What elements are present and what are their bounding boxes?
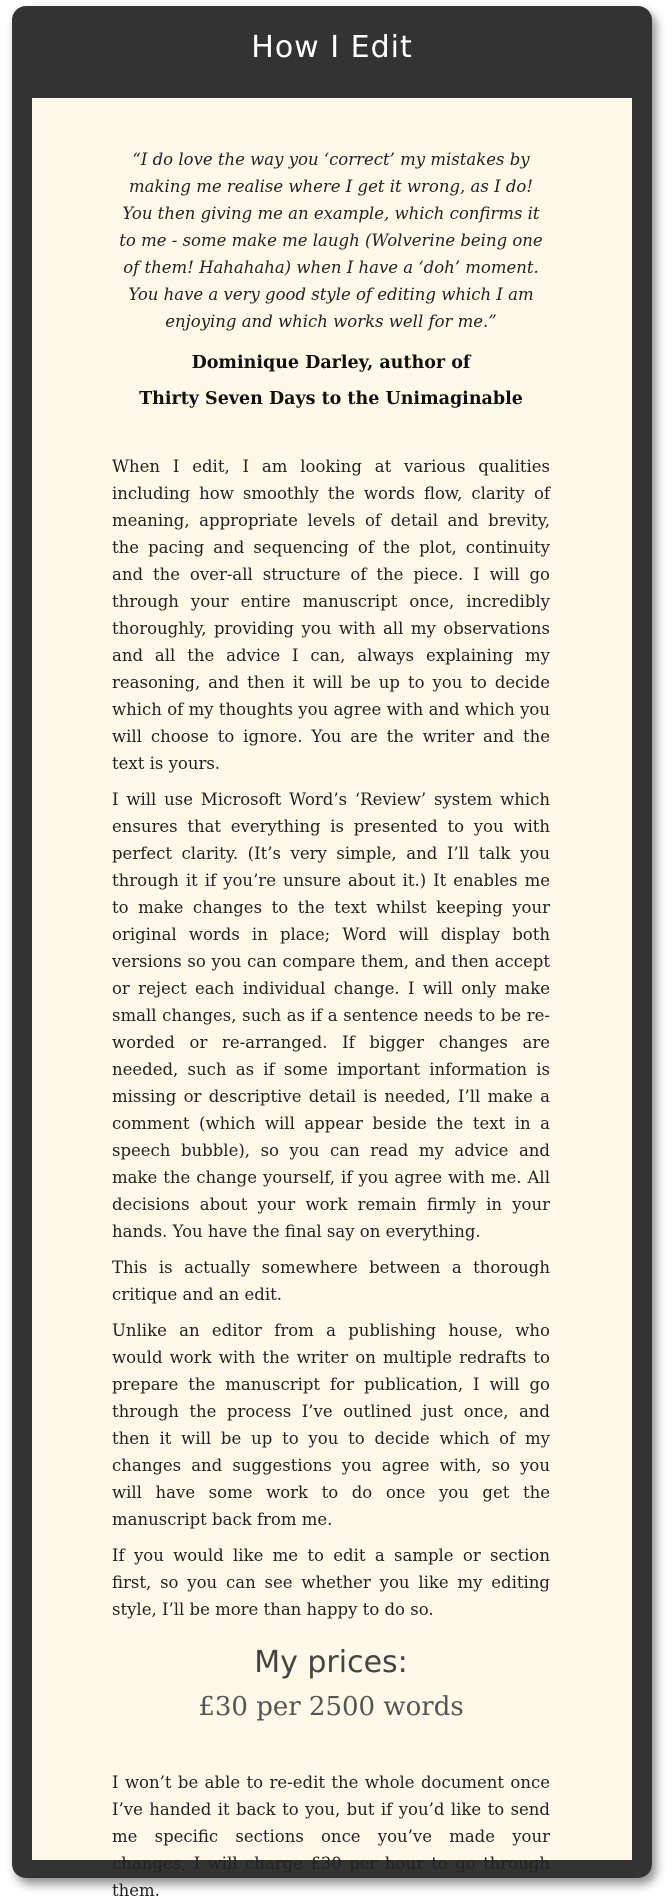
testimonial-book-title: Thirty Seven Days to the Unimaginable xyxy=(139,389,523,409)
body-paragraph: This is actually somewhere between a thorough critique and an edit. xyxy=(112,1258,550,1304)
body-paragraph: If you would like me to edit a sample or section first, so you can see whether you like my editing style, I’ll be more than happy to do so. xyxy=(112,1546,550,1619)
body-paragraph: Unlike an editor from a publishing house, who would work with the writer on multiple redrafts to prepare the manuscript for publication, I will go through the process I’ve outlined just once, and then it will be up to you to decide which of my changes and suggestions you agree with, so you will have some work to do once you get the manuscript back from me. xyxy=(112,1321,550,1529)
re-edit-note xyxy=(112,1769,550,1904)
content-panel xyxy=(32,98,632,1900)
testimonial-author: Dominique Darley, author of xyxy=(191,353,471,373)
price-rate: £30 per 2500 words xyxy=(198,1692,464,1722)
testimonial-quote: “I do love the way you ‘correct’ my mistakes by making me realise where I get it wrong, as I do! You then giving me an example, which confirms it to me - some make me laugh (Wolverine being one of them! Hahahaha) when I have a ‘doh’ moment. You have a very good style of editing which I am enjoying and which works well for me.” xyxy=(119,150,543,331)
body-paragraph: When I edit, I am looking at various qualities including how smoothly the words flow, clarity of meaning, appropriate levels of detail and brevity, the pacing and sequencing of the plot, continuity and the over-all structure of the piece. I will go through your entire manuscript once, incredibly thoroughly, providing you with all my observations and all the advice I can, always explaining my reasoning, and then it will be up to you to decide which of my thoughts you agree with and which you will choose to ignore. You are the writer and the text is yours. xyxy=(112,457,550,773)
body-paragraph: I will use Microsoft Word’s ‘Review’ system which ensures that everything is presented to you with perfect clarity. (It’s very simple, and I’ll talk you through it if you’re unsure about it.) It enables me to make changes to the text whilst keeping your original words in place; Word will display both versions so you can compare them, and then accept or reject each individual change. I will only make small changes, such as if a sentence needs to be re-worded or re-arranged. If bigger changes are needed, such as if some important information is missing or descriptive detail is needed, I’ll make a comment (which will appear beside the text in a speech bubble), so you can read my advice and make the change yourself, if you agree with me. All decisions about your work remain firmly in your hands. You have the final say on everything. xyxy=(112,790,550,1241)
footer-paragraph: I won’t be able to re-edit the whole document once I’ve handed it back to you, but if you’d like to send me specific sections once you’ve made your changes, I will charge £30 per hour to go through them. xyxy=(112,1773,550,1900)
editing-description xyxy=(112,453,550,1623)
page-title: How I Edit xyxy=(251,30,413,65)
page-frame xyxy=(12,6,652,1900)
prices-heading: My prices: xyxy=(254,1645,408,1680)
